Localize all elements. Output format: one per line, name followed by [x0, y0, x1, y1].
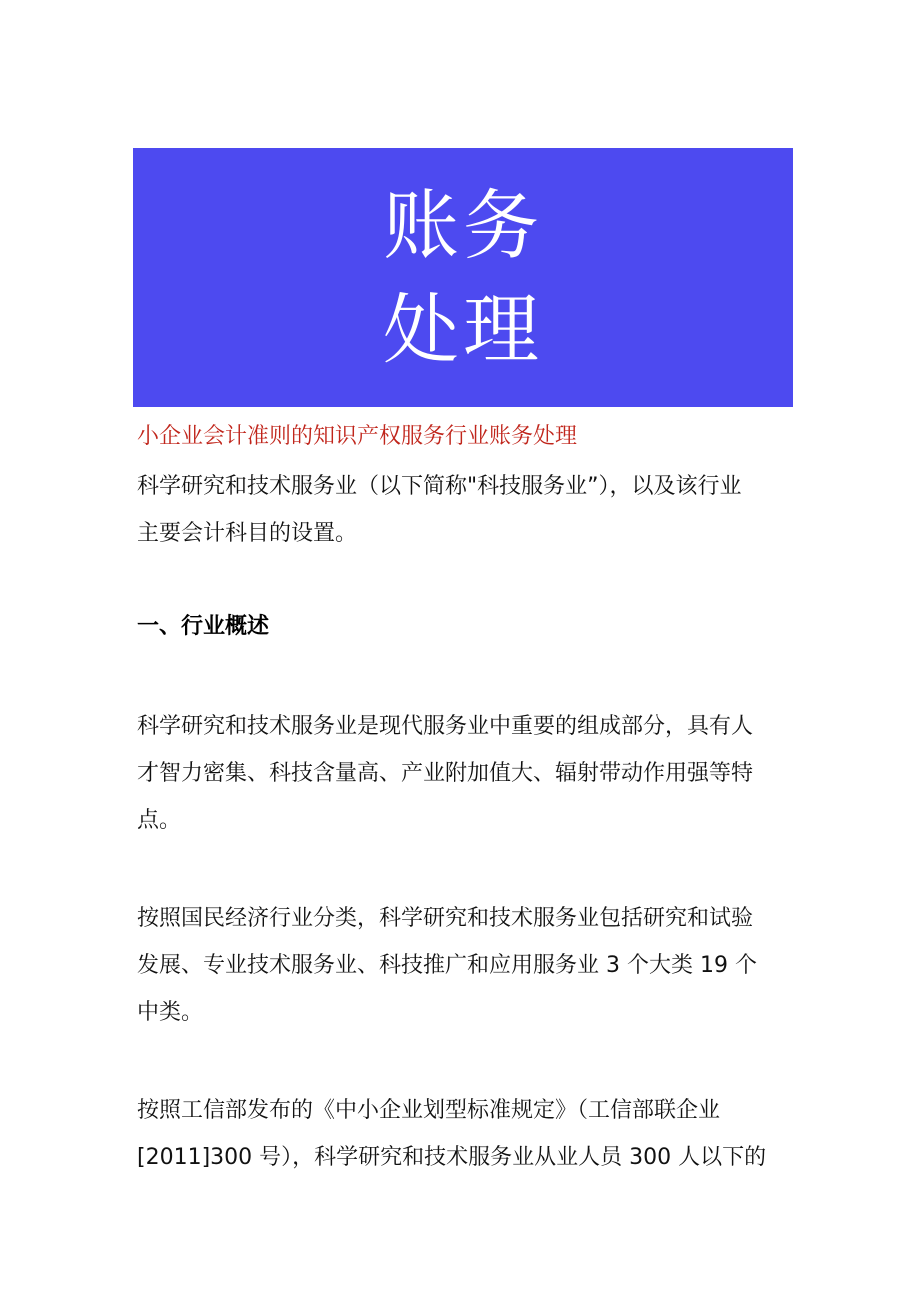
paragraph-classification	[137, 895, 797, 1036]
paragraph-line: 中类。	[137, 1000, 204, 1025]
title-banner	[133, 148, 793, 407]
banner-title-line-2: 处理	[383, 284, 543, 374]
intro-paragraph	[137, 463, 797, 557]
paragraph-line: 科学研究和技术服务业是现代服务业中重要的组成部分，具有人	[137, 714, 754, 739]
paragraph-line: 按照工信部发布的《中小企业划型标准规定》（工信部联企业	[137, 1098, 721, 1123]
section-heading: 一、行业概述	[137, 614, 270, 639]
paragraph-line: 才智力密集、科技含量高、产业附加值大、辐射带动作用强等特	[137, 761, 754, 786]
paragraph-line: [2011]300 号），科学研究和技术服务业从业人员 300 人以下的	[137, 1145, 767, 1170]
banner-title-line-1: 账务	[383, 180, 543, 270]
intro-line-1: 科学研究和技术服务业（以下简称"科技服务业”），以及该行业	[137, 474, 742, 499]
paragraph-standards	[137, 1087, 797, 1181]
intro-line-2: 主要会计科目的设置。	[137, 521, 358, 546]
document-subtitle: 小企业会计准则的知识产权服务行业账务处理	[137, 424, 578, 449]
paragraph-line: 发展、专业技术服务业、科技推广和应用服务业 3 个大类 19 个	[137, 953, 757, 978]
paragraph-line: 点。	[137, 808, 182, 833]
paragraph-overview	[137, 703, 797, 844]
paragraph-line: 按照国民经济行业分类，科学研究和技术服务业包括研究和试验	[137, 906, 754, 931]
